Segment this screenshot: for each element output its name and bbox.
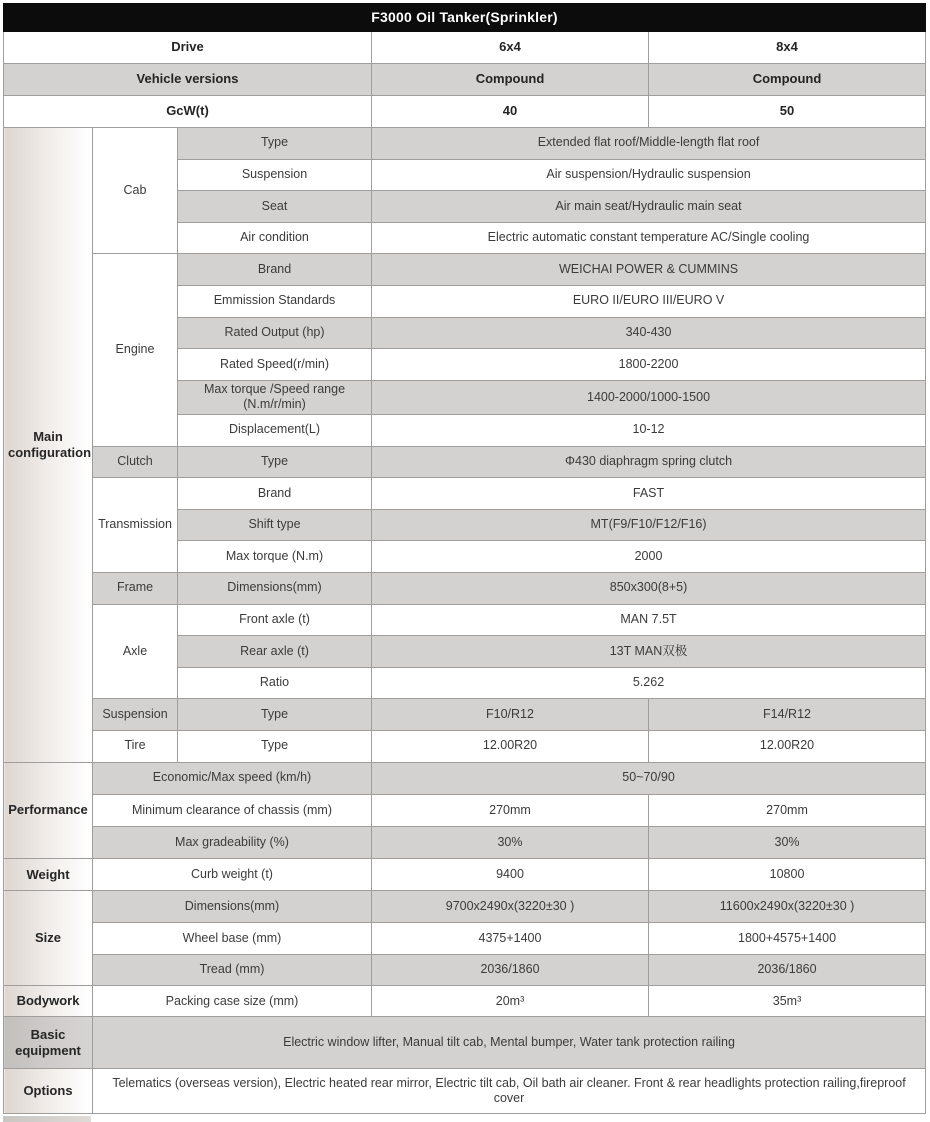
attribute-cell: Economic/Max speed (km/h): [93, 762, 372, 794]
spec-row: [4, 730, 926, 762]
spec-row: [4, 891, 926, 923]
value-cell: 35m³: [649, 986, 926, 1017]
value-cell: 2036/1860: [372, 954, 649, 986]
attribute-cell: Max torque (N.m): [178, 541, 372, 573]
value-cell: 12.00R20: [649, 730, 926, 762]
value-cell: Electric automatic constant temperature AC/Single cooling: [372, 222, 926, 254]
spec-row: [4, 923, 926, 955]
value-cell: 6x4: [372, 32, 649, 64]
group-cell-performance: Performance: [4, 762, 93, 859]
spec-row: [4, 254, 926, 286]
attribute-cell: Curb weight (t): [93, 859, 372, 891]
value-cell: 4375+1400: [372, 923, 649, 955]
value-cell: EURO II/EURO III/EURO V: [372, 285, 926, 317]
attribute-cell: Minimum clearance of chassis (mm): [93, 794, 372, 826]
attribute-cell: Ratio: [178, 667, 372, 699]
value-cell: 340-430: [372, 317, 926, 349]
attribute-cell-drive: Drive: [4, 32, 372, 64]
spec-row: [4, 859, 926, 891]
value-cell: 1400-2000/1000-1500: [372, 380, 926, 414]
attribute-cell: Max torque /Speed range (N.m/r/min): [178, 380, 372, 414]
value-cell: 9400: [372, 859, 649, 891]
group-cell-basic-equipment: Basic equipment: [4, 1017, 93, 1069]
value-cell: 270mm: [372, 794, 649, 826]
attribute-cell: Type: [178, 699, 372, 731]
value-cell: Φ430 diaphragm spring clutch: [372, 446, 926, 478]
subgroup-cell-suspension: Suspension: [93, 699, 178, 731]
value-cell: 13T MAN双极: [372, 636, 926, 668]
spec-row: [4, 794, 926, 826]
attribute-cell: Seat: [178, 191, 372, 223]
value-cell: 1800+4575+1400: [649, 923, 926, 955]
value-cell: 50~70/90: [372, 762, 926, 794]
attribute-cell: Type: [178, 128, 372, 160]
spec-row: [4, 128, 926, 160]
subgroup-cell-transmission: Transmission: [93, 478, 178, 573]
value-cell: 12.00R20: [372, 730, 649, 762]
attribute-cell: Type: [178, 446, 372, 478]
spec-row: [4, 986, 926, 1017]
value-cell: 2000: [372, 541, 926, 573]
value-cell: MT(F9/F10/F12/F16): [372, 509, 926, 541]
value-cell: F10/R12: [372, 699, 649, 731]
value-cell: 20m³: [372, 986, 649, 1017]
attribute-cell: Rear axle (t): [178, 636, 372, 668]
value-cell: Air main seat/Hydraulic main seat: [372, 191, 926, 223]
value-cell: 850x300(8+5): [372, 572, 926, 604]
attribute-cell: Air condition: [178, 222, 372, 254]
attribute-cell: Brand: [178, 478, 372, 510]
spec-row: [4, 954, 926, 986]
value-cell: Air suspension/Hydraulic suspension: [372, 159, 926, 191]
spec-row: [4, 762, 926, 794]
spec-row: [4, 1017, 926, 1069]
spec-row: [4, 827, 926, 859]
spec-row: [4, 604, 926, 636]
value-cell: 40: [372, 96, 649, 128]
value-cell: 2036/1860: [649, 954, 926, 986]
group-cell-main-configuration: Main configuration: [4, 128, 93, 763]
attribute-cell: Front axle (t): [178, 604, 372, 636]
subgroup-cell-tire: Tire: [93, 730, 178, 762]
group-cell-weight: Weight: [4, 859, 93, 891]
attribute-cell: Type: [178, 730, 372, 762]
attribute-cell-gcw: GcW(t): [4, 96, 372, 128]
group-cell-size: Size: [4, 891, 93, 986]
attribute-cell: Brand: [178, 254, 372, 286]
value-cell: Electric window lifter, Manual tilt cab, Mental bumper, Water tank protection railing: [93, 1017, 926, 1069]
attribute-cell: Max gradeability (%): [93, 827, 372, 859]
attribute-cell: Rated Output (hp): [178, 317, 372, 349]
title-row: [4, 4, 926, 32]
value-cell: 10800: [649, 859, 926, 891]
subgroup-cell-engine: Engine: [93, 254, 178, 446]
attribute-cell: Shift type: [178, 509, 372, 541]
attribute-cell: Tread (mm): [93, 954, 372, 986]
value-cell: 9700x2490x(3220±30 ): [372, 891, 649, 923]
subgroup-cell-cab: Cab: [93, 128, 178, 254]
group-cell-options: Options: [4, 1069, 93, 1114]
subgroup-cell-axle: Axle: [93, 604, 178, 699]
value-cell: WEICHAI POWER & CUMMINS: [372, 254, 926, 286]
spec-table: [3, 3, 926, 1114]
value-cell: 50: [649, 96, 926, 128]
value-cell: FAST: [372, 478, 926, 510]
spec-row: [4, 572, 926, 604]
attribute-cell: Wheel base (mm): [93, 923, 372, 955]
value-cell: Telematics (overseas version), Electric heated rear mirror, Electric tilt cab, Oil bath air cleaner. Front & rear headlights protection railing,fireproof cover: [93, 1069, 926, 1114]
attribute-cell: Dimensions(mm): [178, 572, 372, 604]
subgroup-cell-frame: Frame: [93, 572, 178, 604]
value-cell: 11600x2490x(3220±30 ): [649, 891, 926, 923]
value-cell: 8x4: [649, 32, 926, 64]
attribute-cell: Rated Speed(r/min): [178, 349, 372, 381]
page-title: F3000 Oil Tanker(Sprinkler): [4, 4, 926, 32]
attribute-cell: Displacement(L): [178, 415, 372, 447]
spec-row: [4, 446, 926, 478]
value-cell: 30%: [372, 827, 649, 859]
value-cell: MAN 7.5T: [372, 604, 926, 636]
value-cell: Compound: [372, 64, 649, 96]
value-cell: F14/R12: [649, 699, 926, 731]
attribute-cell: Packing case size (mm): [93, 986, 372, 1017]
value-cell: 1800-2200: [372, 349, 926, 381]
spec-row: [4, 478, 926, 510]
spec-row: [4, 1069, 926, 1114]
attribute-cell: Suspension: [178, 159, 372, 191]
value-cell: 10-12: [372, 415, 926, 447]
spec-row: [4, 64, 926, 96]
spec-row: [4, 96, 926, 128]
spec-row: [4, 699, 926, 731]
attribute-cell: Emmission Standards: [178, 285, 372, 317]
value-cell: 270mm: [649, 794, 926, 826]
value-cell: Extended flat roof/Middle-length flat roof: [372, 128, 926, 160]
page-edge-artifact: [3, 1116, 91, 1122]
value-cell: 5.262: [372, 667, 926, 699]
attribute-cell: Dimensions(mm): [93, 891, 372, 923]
subgroup-cell-clutch: Clutch: [93, 446, 178, 478]
group-cell-bodywork: Bodywork: [4, 986, 93, 1017]
attribute-cell-vehicle-versions: Vehicle versions: [4, 64, 372, 96]
value-cell: Compound: [649, 64, 926, 96]
spec-row: [4, 32, 926, 64]
value-cell: 30%: [649, 827, 926, 859]
